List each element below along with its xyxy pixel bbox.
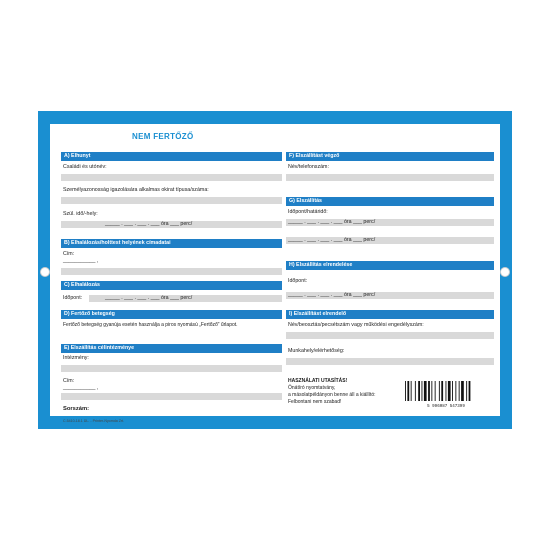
form-title: NEM FERTŐZŐ [132,132,194,141]
death-address-line: ___________ , [63,258,99,264]
barcode [401,380,491,408]
id-document-field[interactable] [61,197,282,204]
footer-printer: C.5410-18.1 ÜL. - Printer-Nyomda Zrt. [63,419,125,423]
punch-hole-left [40,267,50,277]
transporter-label: Név/telefonszám: [288,164,329,170]
section-h-header: H) Elszállítás elrendelése [286,261,494,270]
institution-address-field[interactable] [61,393,282,400]
usage-heading: HASZNÁLATI UTASÍTÁS! [288,378,348,384]
section-g-header: G) Elszállítás [286,197,494,206]
section-f-header: F) Elszállítást végző [286,152,494,161]
transport-time-line-2: _____ . ___ . ___ . ___ óra ___ perc/ [288,237,376,243]
transport-time-label: Időpont/határidő: [288,209,328,215]
section-a-header: A) Elhunyt [61,152,282,161]
transport-time-line-1: _____ . ___ . ___ . ___ óra ___ perc/ [288,219,376,225]
death-address-label: Cím: [63,251,75,257]
usage-line-1: Önátíró nyomtatvány, [288,385,336,391]
death-address-field[interactable] [61,268,282,275]
barcode-number: 5 996087 547399 [427,405,465,408]
section-c-header: C) Elhalálozás [61,281,282,290]
order-time-line: _____ . ___ . ___ . ___ óra ___ perc/ [288,292,376,298]
birth-line: _____ . ___ . ___ . ___ óra ___ perc/ [105,221,193,227]
family-name-label: Családi és utónév: [63,164,107,170]
barcode-bars [405,381,470,401]
workplace-label: Munkahely/elérhetőség: [288,348,345,354]
order-time-label: Időpont: [288,278,308,284]
orderer-field[interactable] [286,332,494,339]
institution-field[interactable] [61,365,282,372]
form-body [50,124,500,423]
section-e-header: E) Elszállítás célintézménye [61,344,282,353]
section-b-header: B) Elhalálozás/holttest helyének címadatai [61,239,282,248]
workplace-field[interactable] [286,358,494,365]
section-d-header: D) Fertőző betegség [61,310,282,319]
family-name-field[interactable] [61,174,282,181]
serial-label: Sorszám: [63,406,90,412]
form-card [38,111,512,429]
death-time-line: _____ . ___ . ___ . ___ óra ___ perc/ [105,295,193,301]
institution-address-label: Cím: [63,378,75,384]
institution-label: Intézmény: [63,355,89,361]
death-time-label: Időpont: [63,295,83,301]
birth-label: Szül. idő/-hely: [63,211,98,217]
usage-line-3: Felbontani nem szabad! [288,399,342,405]
orderer-label: Név/beosztás/pecsétszám vagy működési engedélyszám: [288,322,424,328]
punch-hole-right [500,267,510,277]
transporter-field[interactable] [286,174,494,181]
institution-address-line: ___________ , [63,385,99,391]
usage-line-2: a másolatpéldányon benne áll a kiállító: [288,392,376,398]
section-i-header: I) Elszállítást elrendelő [286,310,494,319]
infectious-note: Fertőző betegség gyanúja esetén használja a piros nyomású „Fertőző” űrlapot. [63,322,238,328]
id-document-label: Személyazonosság igazolására alkalmas okirat típusa/száma: [63,187,209,193]
